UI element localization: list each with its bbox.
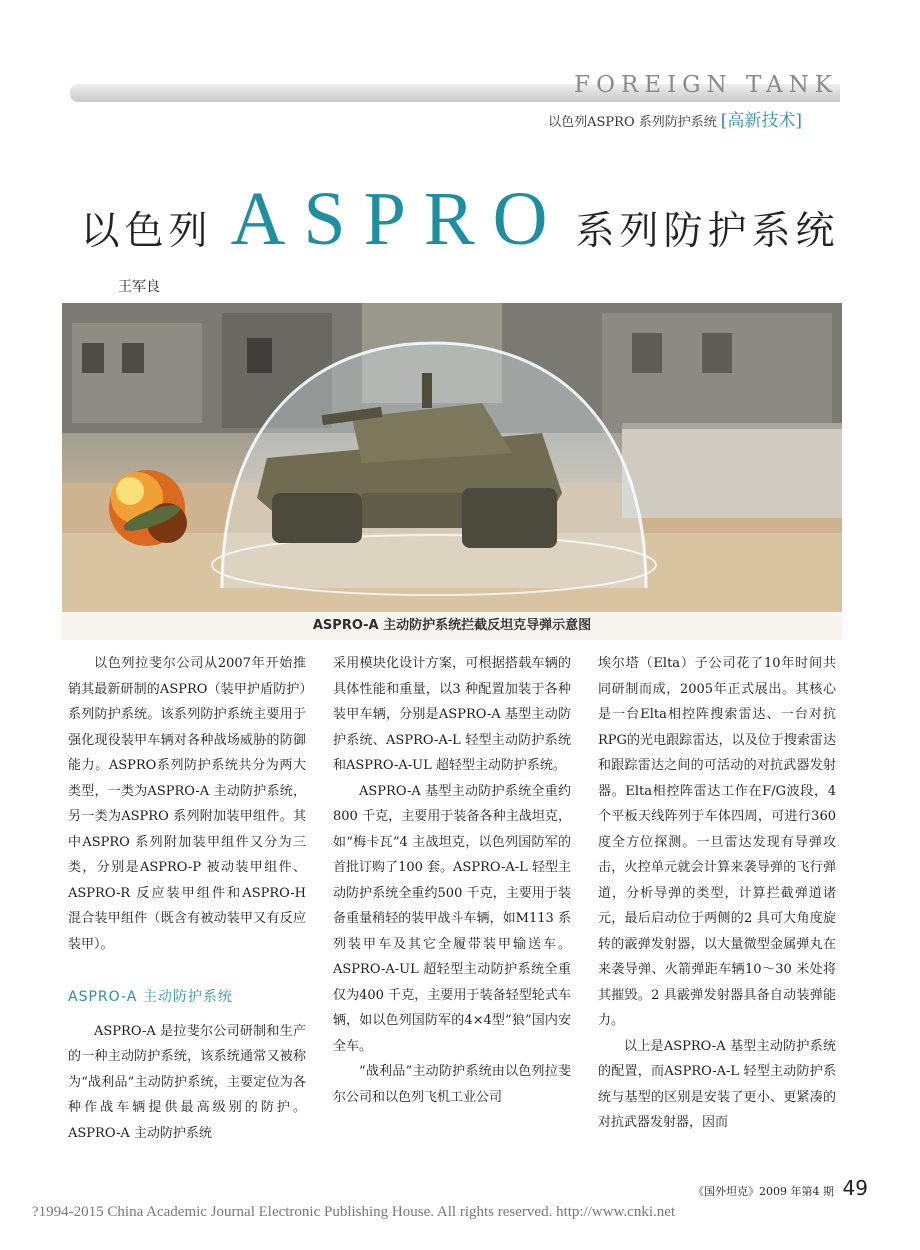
text-column-2 <box>333 651 571 1110</box>
title-highlight: ASPRO <box>230 177 566 261</box>
title-prefix: 以色列 <box>80 209 213 254</box>
paragraph: 采用模块化设计方案，可根据搭载车辆的具体性能和重量，以3 种配置加装于各种装甲车辆，分别是ASPRO-A 基型主动防护系统、ASPRO-A-L 轻型主动防护系统和ASPRO-A-UL 超轻型主动防护系统。 <box>333 656 571 773</box>
text-column-3 <box>598 651 836 1136</box>
tank-illustration <box>62 303 842 640</box>
paragraph: 以上是ASPRO-A 基型主动防护系统的配置，而ASPRO-A-L 轻型主动防护系统与基型的区别是安装了更小、更紧凑的对抗武器发射器，因而 <box>598 1038 836 1130</box>
running-header <box>548 106 802 131</box>
footer-issue: 《国外坦克》2009 年第4 期 <box>693 1185 834 1198</box>
title-suffix: 系列防护系统 <box>575 209 840 254</box>
paragraph: “战利品”主动防护系统由以色列拉斐尔公司和以色列飞机工业公司 <box>333 1064 571 1105</box>
author-name: 王军良 <box>118 279 160 295</box>
page-number: 49 <box>842 1176 868 1200</box>
paragraph: 以色列拉斐尔公司从2007年开始推销其最新研制的ASPRO（装甲护盾防护）系列防护系统。该系列防护系统主要用于强化现役装甲车辆对各种战场威胁的防御能力。ASPRO系列防护系统共分为两大类型，一类为ASPRO-A 主动防护系统，另一类为ASPRO 系列附加装甲组件。其中ASPRO 系列附加装甲组件又分为三类，分别是ASPRO-P 被动装甲组件、ASPRO-R 反应装甲组件和ASPRO-H 混合装甲组件（既含有被动装甲又有反应装甲）。 <box>68 656 306 952</box>
running-header-title: 以色列ASPRO 系列防护系统 <box>548 115 717 130</box>
figure-caption: ASPRO-A 主动防护系统拦截反坦克导弹示意图 <box>62 612 842 640</box>
magazine-section-name: FOREIGN TANK <box>574 72 838 98</box>
figure-photo <box>62 303 842 640</box>
copyright-line: ?1994-2015 China Academic Journal Electronic Publishing House. All rights reserved. http://www.cnki.net <box>32 1204 676 1220</box>
text-column-1 <box>68 651 306 1146</box>
paragraph: 埃尔塔（Elta）子公司花了10年时间共同研制而成，2005年正式展出。其核心是一台Elta相控阵搜索雷达、一台对抗RPG的光电跟踪雷达，以及位于搜索雷达和跟踪雷达之间的可活动的对抗武器发射器。Elta相控阵雷达工作在F/G波段，4 个平板天线阵列于车体四周，可进行360度全方位探测。一旦雷达发现有导弹攻击，火控单元就会计算来袭导弹的飞行弹道，分析导弹的类型，计算拦截弹道诸元，最后启动位于两侧的2 具可大角度旋转的霰弹发射器，以大量微型金属弹丸在来袭导弹、火箭弹距车辆10～30 米处将其摧毁。2 具霰弹发射器具备自动装弹能力。 <box>598 656 836 1028</box>
article-title <box>0 176 920 263</box>
explosion-effect <box>109 470 187 546</box>
running-header-category: [高新技术] <box>720 111 802 131</box>
section-heading: ASPRO-A 主动防护系统 <box>68 989 233 1005</box>
paragraph: ASPRO-A 是拉斐尔公司研制和生产的一种主动防护系统，该系统通常又被称为“战利品”主动防护系统，主要定位为各种作战车辆提供最高级别的防护。ASPRO-A 主动防护系统 <box>68 1023 306 1141</box>
paragraph: ASPRO-A 基型主动防护系统全重约800 千克，主要用于装备各种主战坦克，如“梅卡瓦”4 主战坦克，以色列国防军的首批订购了100 套。ASPRO-A-L 轻型主动防护系统全重约500 千克，主要用于装备重量稍轻的装甲战斗车辆，如M113 系列装甲车及其它全履带装甲输送车。ASPRO-A-UL 超轻型主动防护系统全重仅为400 千克，主要用于装备轻型轮式车辆，如以色列国防军的4×4型“狼”国内安全车。 <box>333 783 571 1054</box>
